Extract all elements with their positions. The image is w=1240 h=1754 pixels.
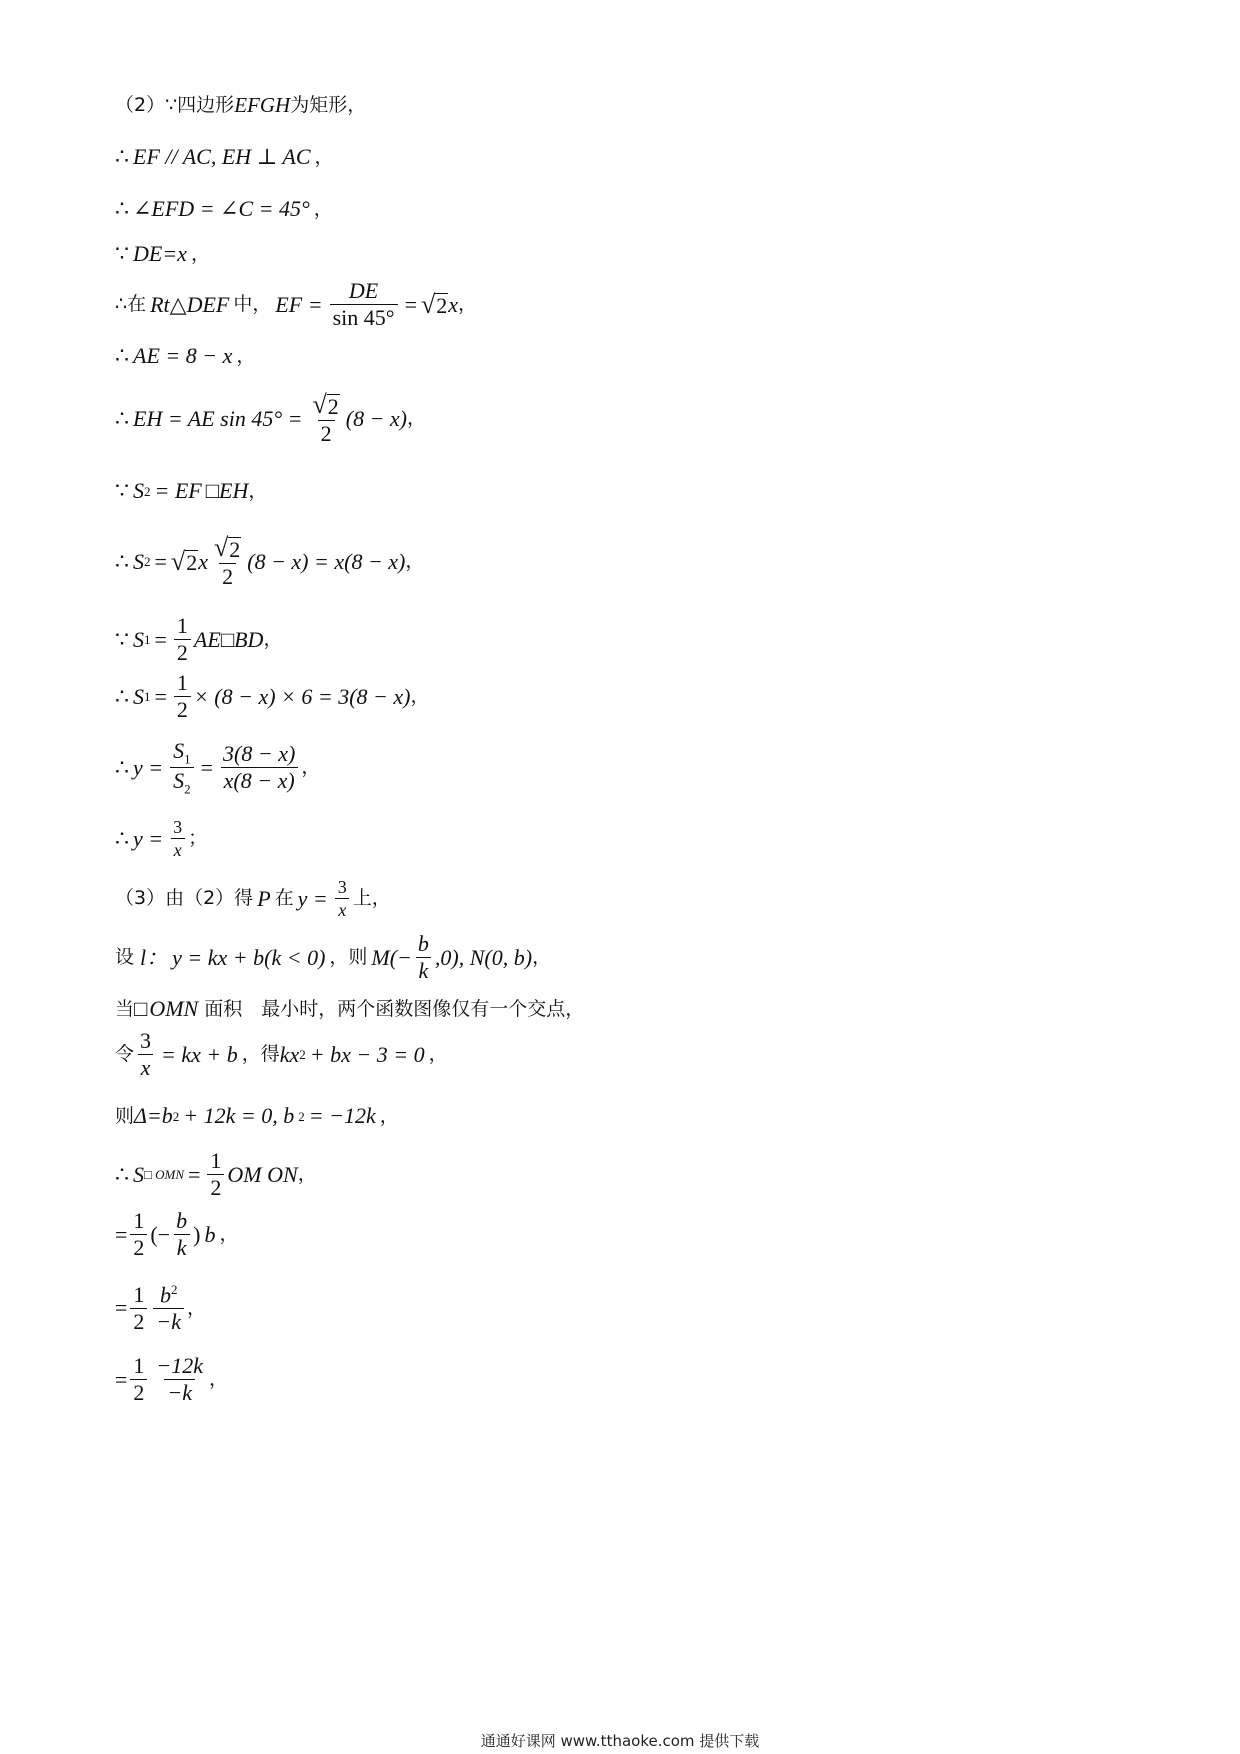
solution-line-14: （3）由（2）得 P 在 y = $\frac{3}{x}$ 上，: [115, 877, 391, 920]
solution-line-4: ∵ DE=x ，: [115, 241, 210, 266]
solution-line-3: ∴ ∠EFD = ∠C = 45° ，: [115, 196, 333, 221]
solution-line-19: ∴ S □ OMN = $\frac{1}{2}$ OM ON ，: [115, 1148, 317, 1200]
solution-line-6: ∴ AE = 8 − x ，: [115, 343, 256, 368]
solution-line-5: ∴在 Rt△DEF 中， EF = $\frac{DE}{\sin 45^\circ}$ = √ 2 x ，: [115, 278, 478, 330]
solution-line-21: = $\frac{1}{2}$ $\frac{b^2}{-k}$ ，: [115, 1281, 207, 1335]
solution-line-22: = $\frac{1}{2}$ $\frac{-12k}{-k}$ ，: [115, 1353, 229, 1405]
solution-line-7: ∴ EH = AE sin 45° = √ 2 2 (8 − x) ，: [115, 390, 427, 446]
fraction: √ 2 2: [213, 533, 241, 589]
sqrt: √ 2: [420, 289, 448, 319]
solution-line-8: ∵ S 2 = EF □ EH ，: [115, 478, 268, 503]
solution-line-12: ∴ y = $\frac{S_1}{S_2}$ = $\frac{3(8 - x)}{x(8 - x)}$ ，: [115, 738, 321, 797]
solution-line-15: 设 l： y = kx + b(k < 0) ，则 M(− $\frac{b}{k}$ ,0), N(0, b) ，: [115, 931, 552, 983]
fraction: √ 2 2: [312, 390, 339, 446]
solution-line-2: ∴ EF // AC, EH ⊥ AC ，: [115, 144, 334, 169]
solution-line-10: ∵ S 1 = $\frac{1}{2}$ AE □ BD ，: [115, 613, 283, 665]
solution-line-11: ∴ S 1 = $\frac{1}{2}$ × (8 − x) × 6 = 3(8 − x) ，: [115, 670, 430, 722]
solution-line-16: 当 □ OMN 面积 最小时，两个函数图像仅有一个交点，: [115, 996, 585, 1021]
page-footer: 通通好课网 www.tthaoke.com 提供下载: [480, 1732, 760, 1750]
solution-line-13: ∴ y = $\frac{3}{x}$ ；: [115, 817, 208, 860]
solution-line-18: 则 Δ=b 2 + 12k = 0, b 2 = −12k ，: [115, 1103, 399, 1128]
fraction: $\frac{DE}{\sin 45^\circ}$: [330, 280, 398, 329]
solution-line-20: = $\frac{1}{2}$ (− $\frac{b}{k}$ ) b ，: [115, 1208, 239, 1260]
solution-line-9: ∴ S 2 = √ 2 x √ 2 2 (8 − x) = x(8 − x) ，: [115, 533, 425, 589]
solution-line-1: （2）∵四边形 EFGH 为矩形，: [115, 93, 367, 117]
solution-line-17: 令 $\frac{3}{x}$ = kx + b ，得 kx 2 + bx − 3 = 0 ，: [115, 1028, 448, 1080]
